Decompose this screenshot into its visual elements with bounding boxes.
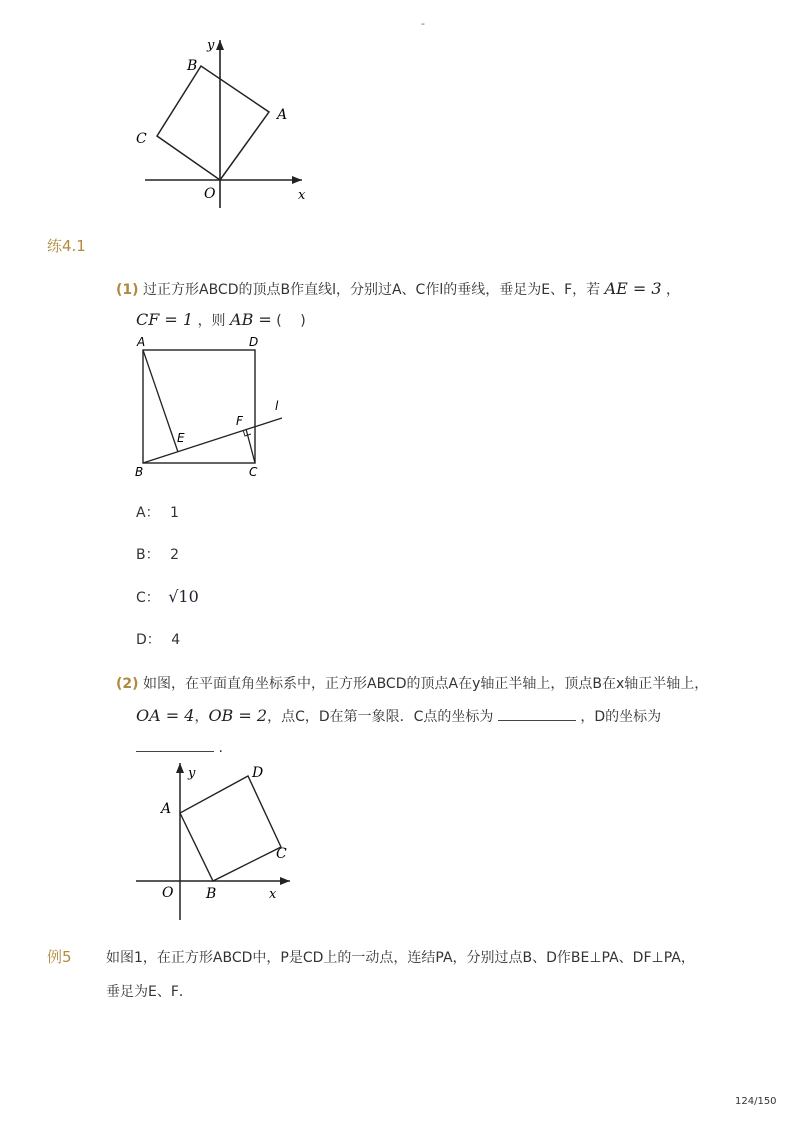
square-abcd xyxy=(143,350,255,463)
q2-text-c: ，D的坐标为 xyxy=(580,709,662,725)
q2-line2 xyxy=(136,706,661,727)
q2-label-b: B xyxy=(206,886,217,902)
q1-line2 xyxy=(136,310,306,331)
square-oabc xyxy=(157,66,269,180)
fig2-label-f: F xyxy=(236,414,243,428)
q2-math-oa: OA = 4 xyxy=(136,706,195,725)
x-axis-arrow xyxy=(292,176,302,184)
q2-line1 xyxy=(116,674,708,694)
label-x: x xyxy=(298,188,306,203)
q2-label-y: y xyxy=(188,766,196,781)
option-c[interactable] xyxy=(136,587,199,608)
option-b-value: 2 xyxy=(170,547,179,563)
fig2-label-a: A xyxy=(137,335,146,349)
q2-text-b: ，点C，D在第一象限．C点的坐标为 xyxy=(267,709,494,725)
option-b-key: B： xyxy=(136,547,160,563)
top-mark: - xyxy=(421,17,425,30)
q2-text-end: . xyxy=(218,740,223,756)
page-number: 124/150 xyxy=(735,1096,777,1107)
label-o: O xyxy=(204,186,216,202)
q2-sep: ， xyxy=(194,709,209,725)
fig2-label-c: C xyxy=(249,465,258,479)
option-b[interactable] xyxy=(136,545,179,565)
option-d-value: 4 xyxy=(171,632,181,648)
q1-math-cf: CF = 1 xyxy=(136,310,194,329)
q1-text-c: ，则 xyxy=(197,313,226,329)
fig2-label-l: l xyxy=(275,399,279,413)
q1-math-ae: AE = 3 xyxy=(604,279,662,298)
q1-math-ab: AB = xyxy=(230,310,272,329)
q1-text-b: ， xyxy=(666,282,681,298)
figure-square-abcd-line-l xyxy=(125,330,295,482)
option-c-value: √10 xyxy=(168,587,199,606)
practice-title: 练4.1 xyxy=(47,237,86,255)
example-line2: 垂足为E、F． xyxy=(106,984,193,1000)
label-y: y xyxy=(207,38,215,53)
q2-number: (2) xyxy=(116,676,139,692)
answer-blank-c[interactable] xyxy=(498,708,576,721)
example-title: 例5 xyxy=(47,948,72,966)
segment-ae xyxy=(143,350,178,452)
option-a[interactable] xyxy=(136,503,179,523)
q2-x-axis-arrow xyxy=(280,877,290,885)
label-b: B xyxy=(187,58,198,74)
figure-square-on-axes xyxy=(128,757,303,927)
q2-label-a: A xyxy=(161,801,172,817)
q2-square-abcd xyxy=(180,776,281,881)
option-a-value: 1 xyxy=(170,505,179,521)
q2-label-x: x xyxy=(269,887,277,902)
fig2-label-b: B xyxy=(135,465,144,479)
q2-label-c: C xyxy=(276,846,287,862)
label-c: C xyxy=(136,131,147,147)
fig2-label-e: E xyxy=(177,431,185,445)
q2-math-ob: OB = 2 xyxy=(208,706,268,725)
q2-label-d: D xyxy=(252,765,264,781)
answer-blank-d[interactable] xyxy=(136,739,214,752)
q2-line3 xyxy=(136,738,223,758)
option-c-key: C： xyxy=(136,590,160,606)
y-axis-arrow xyxy=(216,40,224,50)
q1-text-d: ( ) xyxy=(276,313,306,329)
fig2-label-d: D xyxy=(249,335,259,349)
q1-text-a: 过正方形ABCD的顶点B作直线l，分别过A、C作l的垂线，垂足为E、F，若 xyxy=(143,282,601,298)
line-l xyxy=(143,418,282,463)
option-d-key: D： xyxy=(136,632,161,648)
q1-line1 xyxy=(116,279,680,300)
option-d[interactable] xyxy=(136,630,180,650)
option-a-key: A： xyxy=(136,505,160,521)
q1-number: (1) xyxy=(116,282,139,298)
q2-label-o: O xyxy=(162,885,174,901)
q2-text-a: 如图，在平面直角坐标系中，正方形ABCD的顶点A在y轴正半轴上，顶点B在x轴正半轴上， xyxy=(143,676,709,692)
example-line1: 如图1，在正方形ABCD中，P是CD上的一动点，连结PA，分别过点B、D作BE⊥PA、DF⊥PA， xyxy=(106,950,695,966)
label-a: A xyxy=(277,107,288,123)
q2-y-axis-arrow xyxy=(176,763,184,773)
figure-rotated-square xyxy=(130,30,320,215)
